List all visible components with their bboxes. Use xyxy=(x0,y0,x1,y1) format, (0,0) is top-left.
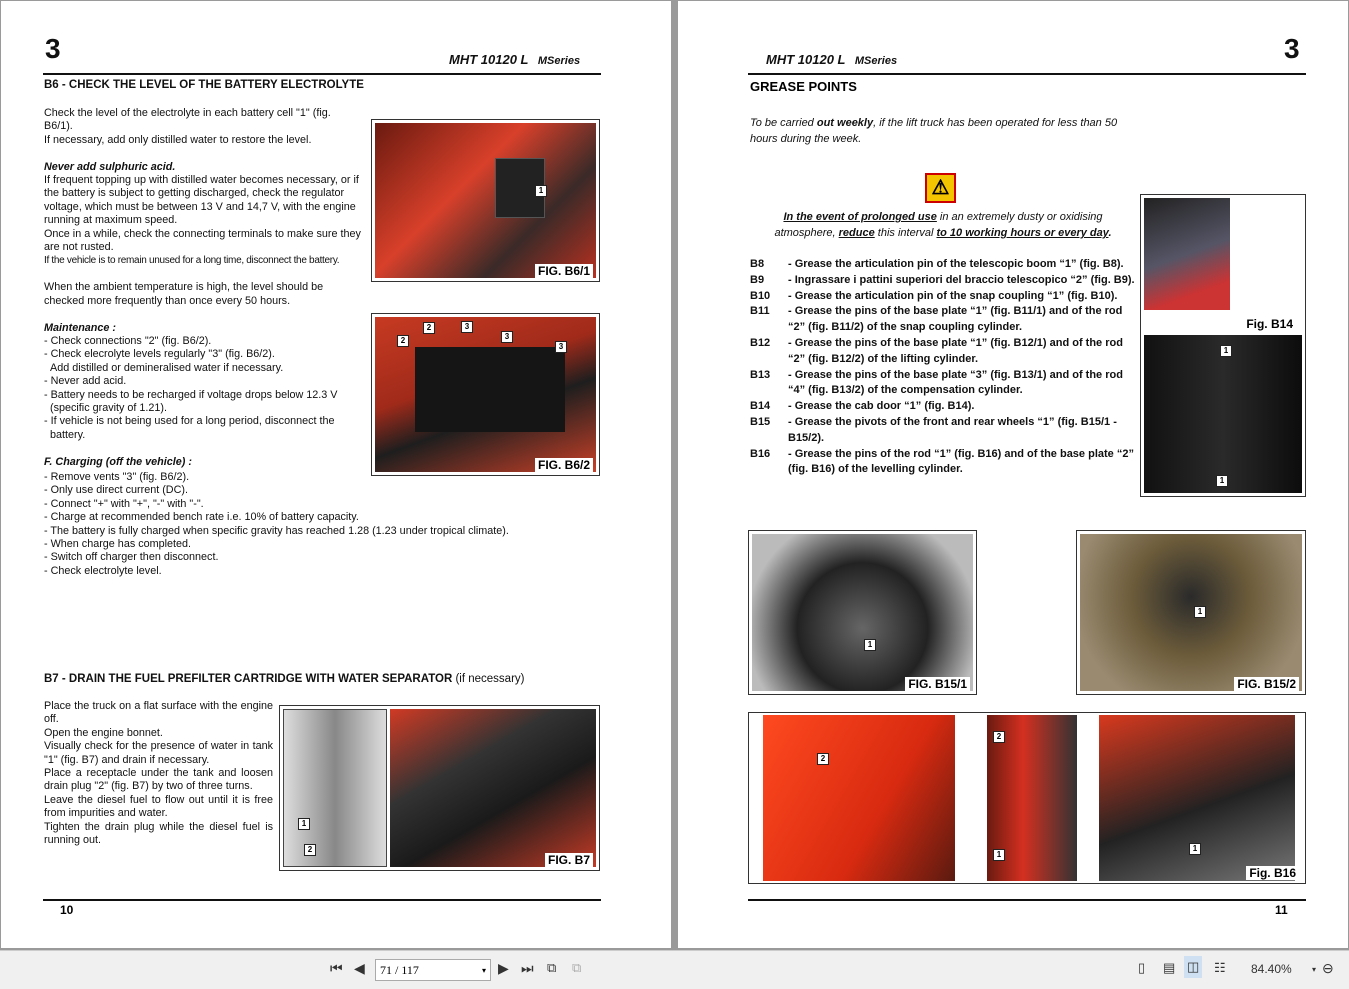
left-page xyxy=(1,1,671,948)
figure-b16: 2 2 1 1 Fig. B16 xyxy=(748,712,1306,884)
page-number: 11 xyxy=(1275,903,1288,917)
figure-b6-2: 2 2 3 3 3 FIG. B6/2 xyxy=(371,313,600,476)
figure-b15-2: 1 FIG. B15/2 xyxy=(1076,530,1306,695)
continuous-view-icon[interactable]: ▤ xyxy=(1163,960,1176,975)
header-model: MHT 10120 L MSeries xyxy=(766,52,898,67)
page-input[interactable]: 71 / 117 ▾ xyxy=(375,959,491,981)
chevron-down-icon: ▾ xyxy=(481,966,486,975)
list-item: B13 - Grease the pins of the base plate “3” (fig. B13/1) and of the rod “4” (fig. B13/2) of the compensation cylinder. xyxy=(750,368,1123,397)
facing-view-icon[interactable]: ◫ xyxy=(1184,956,1202,978)
warning-icon: ⚠ xyxy=(925,173,956,203)
viewer-toolbar xyxy=(0,950,1349,989)
figure-b7: 1 2 FIG. B7 xyxy=(279,705,600,871)
figure-caption: FIG. B6/2 xyxy=(535,458,593,472)
header-model: MHT 10120 L MSeries xyxy=(449,52,581,67)
figure-caption: FIG. B7 xyxy=(545,853,593,867)
last-page-button[interactable]: ⏭ xyxy=(521,960,534,976)
zoom-level[interactable]: 84.40% xyxy=(1251,962,1292,976)
next-page-button[interactable]: ▶ xyxy=(498,960,509,976)
intro-text: To be carried out weekly, if the lift truck has been operated for less than 50 hours during the week. xyxy=(750,117,1118,145)
copy-icon[interactable]: ⧉ xyxy=(572,960,582,975)
charging-list: - Remove vents "3" (fig. B6/2). - Only use direct current (DC). - Connect "+" with "+", "-" with "-". - Charge at recommended bench rate i.e. 10% of battery capacity. - The battery is fully charged when specific gravity has reached 1.28 (1.23 under tropical climate). - When charge has completed. - Switch off charger then disconnect. - Check electrolyte level. xyxy=(44,471,509,577)
figure-b14: 1 1 Fig. B14 xyxy=(1140,194,1306,497)
figure-caption: FIG. B15/2 xyxy=(1234,677,1299,691)
list-item: B14 - Grease the cab door “1” (fig. B14). xyxy=(750,400,975,413)
first-page-button[interactable]: ⏮ xyxy=(330,960,343,976)
figure-b6-1: 1 FIG. B6/1 xyxy=(371,119,600,282)
b7-text: Place the truck on a flat surface with the engine off. Open the engine bonnet. Visually check for the presence of water in tank "1" (fig. B7) and drain if necessary. Place a receptacle under the tank and loosen drain plug "2" (fig. B7) by two of three turns. Leave the diesel fuel to flow out until it is free from impurities and water. Tighten the drain plug while the diesel fuel is running out. xyxy=(44,700,273,847)
list-item: B16 - Grease the pins of the rod “1” (fig. B16) and of the base plate “2” (fig. B16) of the levelling cylinder. xyxy=(750,447,1134,476)
zoom-out-icon[interactable]: ⊖ xyxy=(1322,960,1334,976)
continuous-facing-view-icon[interactable]: ☷ xyxy=(1214,960,1226,975)
grease-list xyxy=(750,257,1135,478)
chapter-number: 3 xyxy=(1284,33,1300,64)
b6-text: Check the level of the electrolyte in each battery cell "1" (fig. B6/1). If necessary, add only distilled water to restore the level. Never add sulphuric acid. If frequent topping up with distilled water becomes necessary, or if the battery is subject to getting discharged, check the regulator voltage, which must be between 13 V and 14,7 V, with the engine running at maximum speed. Once in a while, check the connecting terminals to make sure they are not rusted. If the vehicle is to remain unused for a long time, disconnect the battery. When the ambient temperature is high, the level should be checked more frequently than once every 50 hours. Maintenance : - Check connections "2" (fig. B6/2). - Check elecrolyte levels regularly "3" (fig. B6/2). Add distilled or demineralised water if necessary. - Never add acid. - Battery needs to be recharged if voltage drops below 12.3 V (specific gravity of 1.21). - If vehicle is not being used for a long period, disconnect the battery. F. Charging (off the vehicle) : xyxy=(44,107,361,468)
list-item: B9 - Ingrassare i pattini superiori del braccio telescopico “2” (fig. B9). xyxy=(750,273,1135,286)
warning-text: In the event of prolonged use in an extremely dusty or oxidising atmosphere, reduce this interval to 10 working hours or every day. xyxy=(774,211,1112,239)
figure-caption: Fig. B16 xyxy=(1246,866,1299,880)
zoom-dropdown-icon[interactable]: ▾ xyxy=(1312,965,1317,974)
section-b6-title: B6 - CHECK THE LEVEL OF THE BATTERY ELECTROLYTE xyxy=(44,79,364,91)
list-item: B8 - Grease the articulation pin of the telescopic boom “1” (fig. B8). xyxy=(750,258,1124,270)
list-item: B10 - Grease the articulation pin of the snap coupling “1” (fig. B10). xyxy=(750,289,1118,302)
page-number: 10 xyxy=(60,903,74,917)
list-item: B11 - Grease the pins of the base plate “1” (fig. B11/1) and of the rod “2” (fig. B11/2) of the snap coupling cylinder. xyxy=(750,305,1123,334)
figure-caption: Fig. B14 xyxy=(1246,317,1293,331)
previous-page-button[interactable]: ◀ xyxy=(354,960,365,976)
page-title: GREASE POINTS xyxy=(750,79,857,94)
list-item: B12 - Grease the pins of the base plate “1” (fig. B12/1) and of the rod “2” (fig. B12/2) of the lifting cylinder. xyxy=(750,336,1123,365)
figure-caption: FIG. B15/1 xyxy=(905,677,970,691)
list-item: B15 - Grease the pivots of the front and rear wheels “1” (fig. B15/1 - B15/2). xyxy=(750,415,1117,444)
single-page-view-icon[interactable]: ▯ xyxy=(1138,960,1146,975)
figure-caption: FIG. B6/1 xyxy=(535,264,593,278)
chapter-number: 3 xyxy=(45,33,61,64)
section-b7-title: B7 - DRAIN THE FUEL PREFILTER CARTRIDGE WITH WATER SEPARATOR (if necessary) xyxy=(44,673,525,685)
figure-b15-1: 1 FIG. B15/1 xyxy=(748,530,977,695)
right-page xyxy=(678,1,1348,948)
rotate-icon[interactable]: ⧉ xyxy=(547,960,557,975)
